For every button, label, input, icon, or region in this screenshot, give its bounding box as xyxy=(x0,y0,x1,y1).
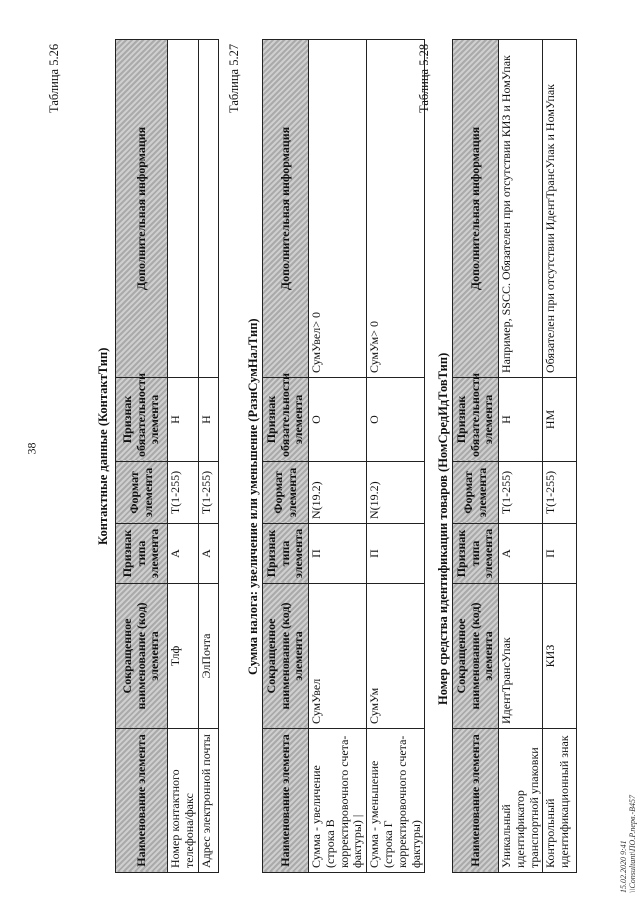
header-cell: Признак типа элемента xyxy=(453,524,499,584)
table-row xyxy=(309,40,367,873)
header-cell: Признак обязательности элемента xyxy=(263,378,309,462)
header-cell: Признак типа элемента xyxy=(263,524,309,584)
table-row xyxy=(367,40,425,873)
cell-code: ЭлПочта xyxy=(198,584,218,729)
cell-element-name: Номер контактного телефона/факс xyxy=(168,729,199,873)
header-cell: Дополнительная информация xyxy=(263,40,309,378)
cell-type: А xyxy=(168,524,199,584)
cell-info: СумУм> 0 xyxy=(367,40,425,378)
cell-element-name: Адрес электронной почты xyxy=(198,729,218,873)
cell-code: СумУвел xyxy=(309,584,367,729)
contact-data-table xyxy=(115,39,219,873)
header-cell: Дополнительная информация xyxy=(453,40,499,378)
table-caption: Таблица 5.27 xyxy=(227,43,241,113)
cell-format: T(1-255) xyxy=(168,462,199,524)
cell-info xyxy=(168,40,199,378)
goods-id-number-table xyxy=(452,39,577,873)
table-caption: Таблица 5.28 xyxy=(417,43,431,113)
cell-required: Н xyxy=(168,378,199,462)
cell-format: T(1-255) xyxy=(499,462,543,524)
header-cell: Сокращенное наименование (код) элемента xyxy=(263,584,309,729)
header-cell: Сокращенное наименование (код) элемента xyxy=(116,584,168,729)
cell-code: СумУм xyxy=(367,584,425,729)
table-title: Сумма налога: увеличение или уменьшение (РазнСумНалТип) xyxy=(246,318,260,675)
table-title: Номер средства идентификации товаров (НомСредИдТовТип) xyxy=(436,352,450,705)
cell-format: T(1-255) xyxy=(543,462,577,524)
cell-type: А xyxy=(499,524,543,584)
cell-format: N(19.2) xyxy=(367,462,425,524)
header-cell: Сокращенное наименование (код) элемента xyxy=(453,584,499,729)
cell-info: СумУвел> 0 xyxy=(309,40,367,378)
cell-code: Тлф xyxy=(168,584,199,729)
header-cell: Формат элемента xyxy=(116,462,168,524)
tax-sum-difference-table xyxy=(262,39,425,873)
cell-info xyxy=(198,40,218,378)
header-cell: Признак обязательности элемента xyxy=(116,378,168,462)
cell-required: Н xyxy=(499,378,543,462)
header-cell: Наименование элемента xyxy=(116,729,168,873)
table-caption: Таблица 5.26 xyxy=(47,43,61,113)
cell-type: А xyxy=(198,524,218,584)
header-cell: Наименование элемента xyxy=(263,729,309,873)
cell-type: П xyxy=(367,524,425,584)
cell-required: Н xyxy=(198,378,218,462)
cell-required: О xyxy=(367,378,425,462)
header-cell: Наименование элемента xyxy=(453,729,499,873)
cell-code: ИдентТрансУпак xyxy=(499,584,543,729)
header-cell: Дополнительная информация xyxy=(116,40,168,378)
cell-required: О xyxy=(309,378,367,462)
table-header-row xyxy=(453,40,499,873)
table-row xyxy=(499,40,543,873)
cell-element-name: Сумма - уменьшение (строка Г корректировочного счета-фактуры) xyxy=(367,729,425,873)
cell-format: N(19.2) xyxy=(309,462,367,524)
footer-note xyxy=(620,795,638,893)
footer-note-line: \\Consultant\ПО.Р.перв.-В457 xyxy=(627,795,637,893)
cell-type: П xyxy=(543,524,577,584)
cell-format: T(1-255) xyxy=(198,462,218,524)
table-title: Контактные данные (КонтактТип) xyxy=(96,347,110,545)
table-header-row xyxy=(263,40,309,873)
cell-element-name: Сумма - увеличение (строка В корректировочного счета-фактуры) | xyxy=(309,729,367,873)
table-row xyxy=(543,40,577,873)
page-number: 38 xyxy=(24,442,39,455)
cell-type: П xyxy=(309,524,367,584)
table-row xyxy=(168,40,199,873)
cell-element-name: Контрольный идентификационный знак xyxy=(543,729,577,873)
cell-info: Например, SSCC. Обязателен при отсутствии КИЗ и НомУпак xyxy=(499,40,543,378)
table-row xyxy=(198,40,218,873)
header-cell: Признак обязательности элемента xyxy=(453,378,499,462)
cell-code: КИЗ xyxy=(543,584,577,729)
footer-note-line: 15.02.2020 9:41 xyxy=(619,840,628,893)
header-cell: Признак типа элемента xyxy=(116,524,168,584)
header-cell: Формат элемента xyxy=(263,462,309,524)
cell-info: Обязателен при отсутствии ИдентТрансУпак и НомУпак xyxy=(543,40,577,378)
header-cell: Формат элемента xyxy=(453,462,499,524)
cell-element-name: Уникальный идентификатор транспортной упаковки xyxy=(499,729,543,873)
table-header-row xyxy=(116,40,168,873)
cell-required: НМ xyxy=(543,378,577,462)
